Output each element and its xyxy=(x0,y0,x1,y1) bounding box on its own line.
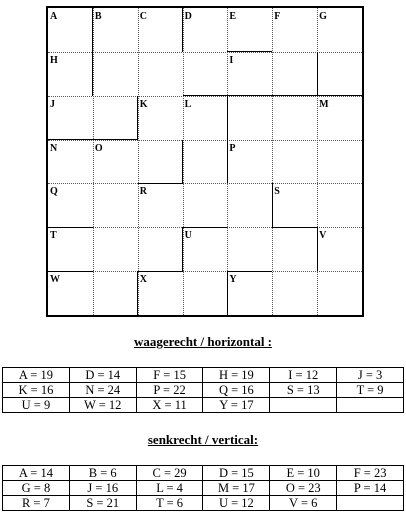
cell-label: P xyxy=(229,142,236,154)
clue-cell: Y = 17 xyxy=(203,398,270,413)
cell-label: T xyxy=(50,230,57,242)
cell-label: M xyxy=(319,98,329,110)
cell-label: E xyxy=(229,11,237,22)
cell-label: R xyxy=(139,186,147,198)
cell-label: V xyxy=(319,230,327,242)
clue-cell: E = 10 xyxy=(270,466,337,481)
clue-cell: W = 12 xyxy=(69,398,136,413)
clue-cell: G = 8 xyxy=(3,481,70,496)
clue-cell: J = 3 xyxy=(337,368,404,383)
grid-wall xyxy=(272,183,273,227)
grid-wall xyxy=(48,271,93,272)
cell-label: K xyxy=(139,98,148,110)
clue-cell: D = 14 xyxy=(69,368,136,383)
clue-cell: Q = 16 xyxy=(203,383,270,398)
clue-row xyxy=(3,383,404,398)
clue-row xyxy=(3,466,404,481)
cell-label: A xyxy=(50,11,58,22)
clue-row xyxy=(3,398,404,413)
cell-label: G xyxy=(319,11,327,22)
clue-cell: I = 12 xyxy=(270,368,337,383)
cell-label: D xyxy=(184,11,192,22)
clue-cell: T = 9 xyxy=(337,383,404,398)
clue-cell: K = 16 xyxy=(3,383,70,398)
cell-label: Q xyxy=(50,186,58,198)
clue-row xyxy=(3,368,404,383)
grid-line-vertical xyxy=(138,8,139,315)
grid-wall xyxy=(317,227,318,271)
clue-cell: L = 4 xyxy=(136,481,203,496)
vertical-clues-table xyxy=(2,465,404,511)
grid-wall xyxy=(182,140,183,184)
cell-label: W xyxy=(50,274,60,286)
cell-label: X xyxy=(139,274,147,286)
clue-cell: N = 24 xyxy=(69,383,136,398)
grid-wall xyxy=(183,227,228,228)
vertical-clues-heading: senkrecht / vertical: xyxy=(147,432,259,447)
grid-wall xyxy=(182,8,183,52)
clue-row xyxy=(3,496,404,511)
grid-wall xyxy=(272,227,317,228)
cell-label: B xyxy=(94,11,102,22)
cell-label: U xyxy=(184,230,192,242)
grid-wall xyxy=(137,271,138,315)
cell-label: O xyxy=(94,142,103,154)
grid-wall xyxy=(227,51,272,52)
grid-line-horizontal xyxy=(48,183,362,184)
clue-cell: F = 15 xyxy=(136,368,203,383)
clue-cell: T = 6 xyxy=(136,496,203,511)
clue-cell: M = 17 xyxy=(203,481,270,496)
cell-label: I xyxy=(229,54,234,66)
cell-label: L xyxy=(184,98,192,110)
cell-label: F xyxy=(274,11,281,22)
grid-wall xyxy=(227,271,272,272)
clue-cell: D = 15 xyxy=(203,466,270,481)
clue-cell: S = 21 xyxy=(69,496,136,511)
clue-cell: J = 16 xyxy=(69,481,136,496)
clue-cell: C = 29 xyxy=(136,466,203,481)
grid-wall xyxy=(48,139,93,140)
clue-cell: B = 6 xyxy=(69,466,136,481)
grid-wall xyxy=(227,271,228,315)
grid-wall xyxy=(182,227,183,271)
clue-cell: U = 12 xyxy=(203,496,270,511)
clue-cell: U = 9 xyxy=(3,398,70,413)
puzzle-grid xyxy=(46,6,364,317)
horizontal-clues-table xyxy=(2,367,404,413)
clue-cell: R = 7 xyxy=(3,496,70,511)
grid-wall xyxy=(317,52,318,96)
grid-wall xyxy=(93,139,138,140)
cell-label: S xyxy=(274,186,280,198)
clue-cell xyxy=(270,398,337,413)
cell-label: H xyxy=(50,54,58,66)
clue-cell: A = 19 xyxy=(3,368,70,383)
grid-wall xyxy=(137,96,138,140)
clue-cell: F = 23 xyxy=(337,466,404,481)
grid-wall xyxy=(138,271,183,272)
horizontal-clues-heading: waagerecht / horizontal : xyxy=(133,334,273,349)
clue-cell: X = 11 xyxy=(136,398,203,413)
clue-cell: S = 13 xyxy=(270,383,337,398)
clue-cell: P = 22 xyxy=(136,383,203,398)
clue-cell: A = 14 xyxy=(3,466,70,481)
cell-label: J xyxy=(50,98,55,110)
cell-label: Y xyxy=(229,274,237,286)
clue-cell: P = 14 xyxy=(337,481,404,496)
grid-line-vertical xyxy=(272,8,273,315)
grid-line-horizontal xyxy=(48,52,362,53)
cell-label: C xyxy=(139,11,147,22)
clue-cell: H = 19 xyxy=(203,368,270,383)
clue-cell: V = 6 xyxy=(270,496,337,511)
grid-wall xyxy=(183,95,362,96)
clue-row xyxy=(3,481,404,496)
clue-cell xyxy=(337,496,404,511)
grid-line-horizontal xyxy=(48,271,362,272)
grid-wall xyxy=(48,227,93,228)
cell-label: N xyxy=(50,142,58,154)
grid-wall xyxy=(138,183,183,184)
grid-wall xyxy=(227,96,228,184)
clue-cell xyxy=(337,398,404,413)
grid-wall xyxy=(92,8,93,96)
clue-cell: O = 23 xyxy=(270,481,337,496)
